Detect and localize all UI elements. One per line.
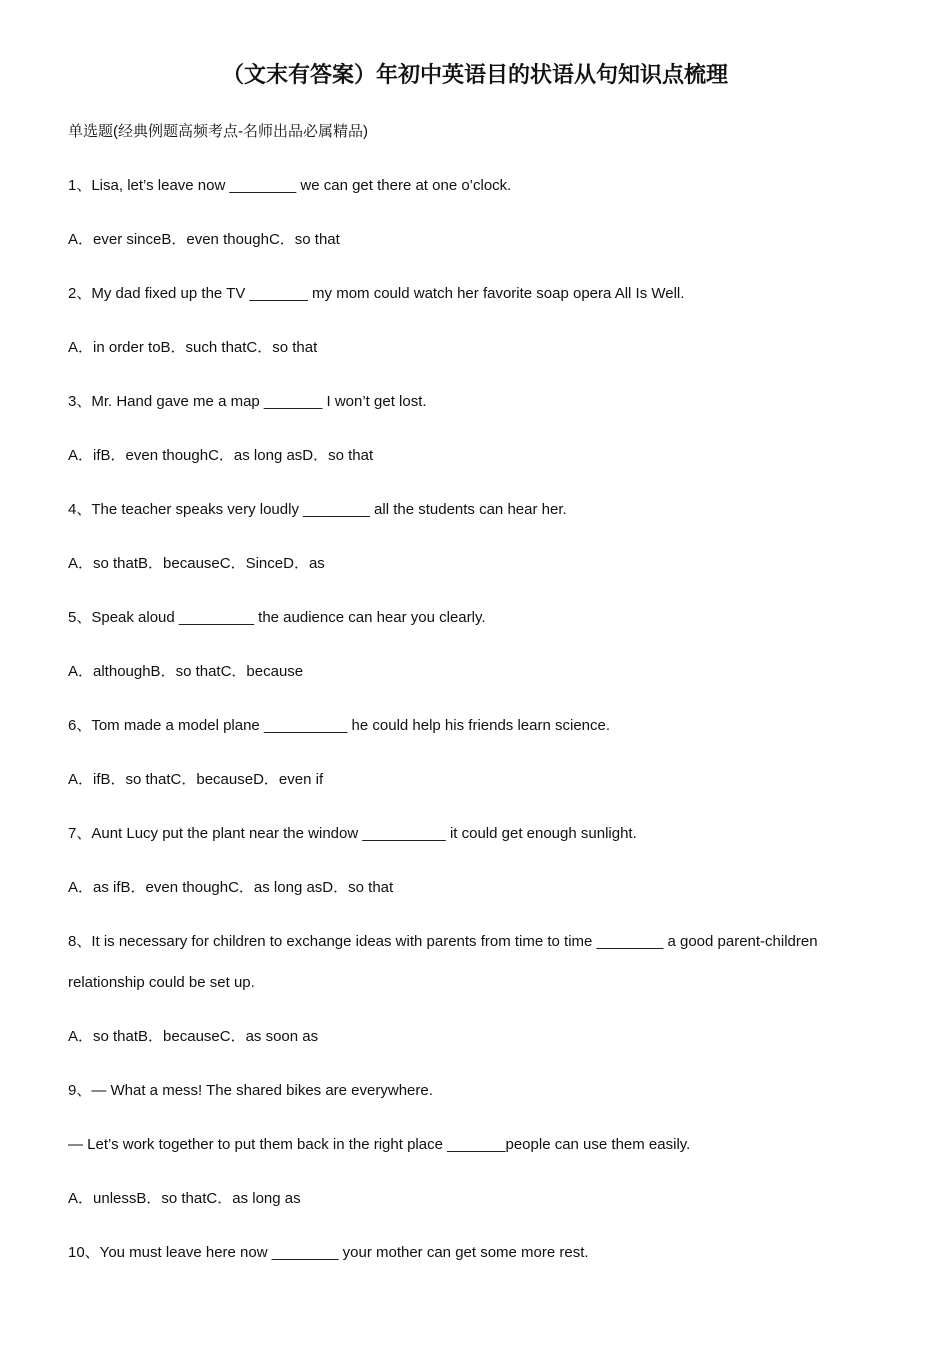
question-6-stem: 6、Tom made a model plane __________ he could help his friends learn science.	[68, 717, 611, 734]
question-5-options: A．althoughB．so thatC．because	[68, 663, 304, 680]
question-9-stem-line-2: — Let’s work together to put them back in the right place _______people can use them easily.	[68, 1136, 691, 1153]
question-1-stem: 1、Lisa, let’s leave now ________ we can get there at one o’clock.	[68, 177, 512, 194]
question-8-stem-line-1: 8、It is necessary for children to exchange ideas with parents from time to time ________ a good parent-children	[68, 933, 818, 950]
question-8-stem-line-2: relationship could be set up.	[68, 974, 255, 991]
question-10-stem: 10、You must leave here now ________ your mother can get some more rest.	[68, 1244, 589, 1261]
question-8-options: A．so thatB．becauseC．as soon as	[68, 1028, 319, 1045]
question-7-stem: 7、Aunt Lucy put the plant near the window __________ it could get enough sunlight.	[68, 825, 637, 842]
question-2-options: A．in order toB．such thatC．so that	[68, 339, 318, 356]
question-3-options: A．ifB．even thoughC．as long asD．so that	[68, 447, 374, 464]
document-title: （文末有答案）年初中英语目的状语从句知识点梳理	[221, 63, 728, 88]
question-4-stem: 4、The teacher speaks very loudly ________ all the students can hear her.	[68, 501, 567, 518]
question-9-stem-line-1: 9、— What a mess! The shared bikes are everywhere.	[68, 1082, 433, 1099]
question-3-stem: 3、Mr. Hand gave me a map _______ I won’t get lost.	[68, 393, 427, 410]
question-1-options: A．ever sinceB．even thoughC．so that	[68, 231, 340, 248]
section-heading: 单选题(经典例题高频考点-名师出品必属精品)	[68, 123, 368, 140]
question-7-options: A．as ifB．even thoughC．as long asD．so that	[68, 879, 394, 896]
question-2-stem: 2、My dad fixed up the TV _______ my mom could watch her favorite soap opera All Is Well.	[68, 285, 685, 302]
question-9-options: A．unlessB．so thatC．as long as	[68, 1190, 301, 1207]
question-4-options: A．so thatB．becauseC．SinceD．as	[68, 555, 325, 572]
question-6-options: A．ifB．so thatC．becauseD．even if	[68, 771, 324, 788]
question-5-stem: 5、Speak aloud _________ the audience can hear you clearly.	[68, 609, 486, 626]
